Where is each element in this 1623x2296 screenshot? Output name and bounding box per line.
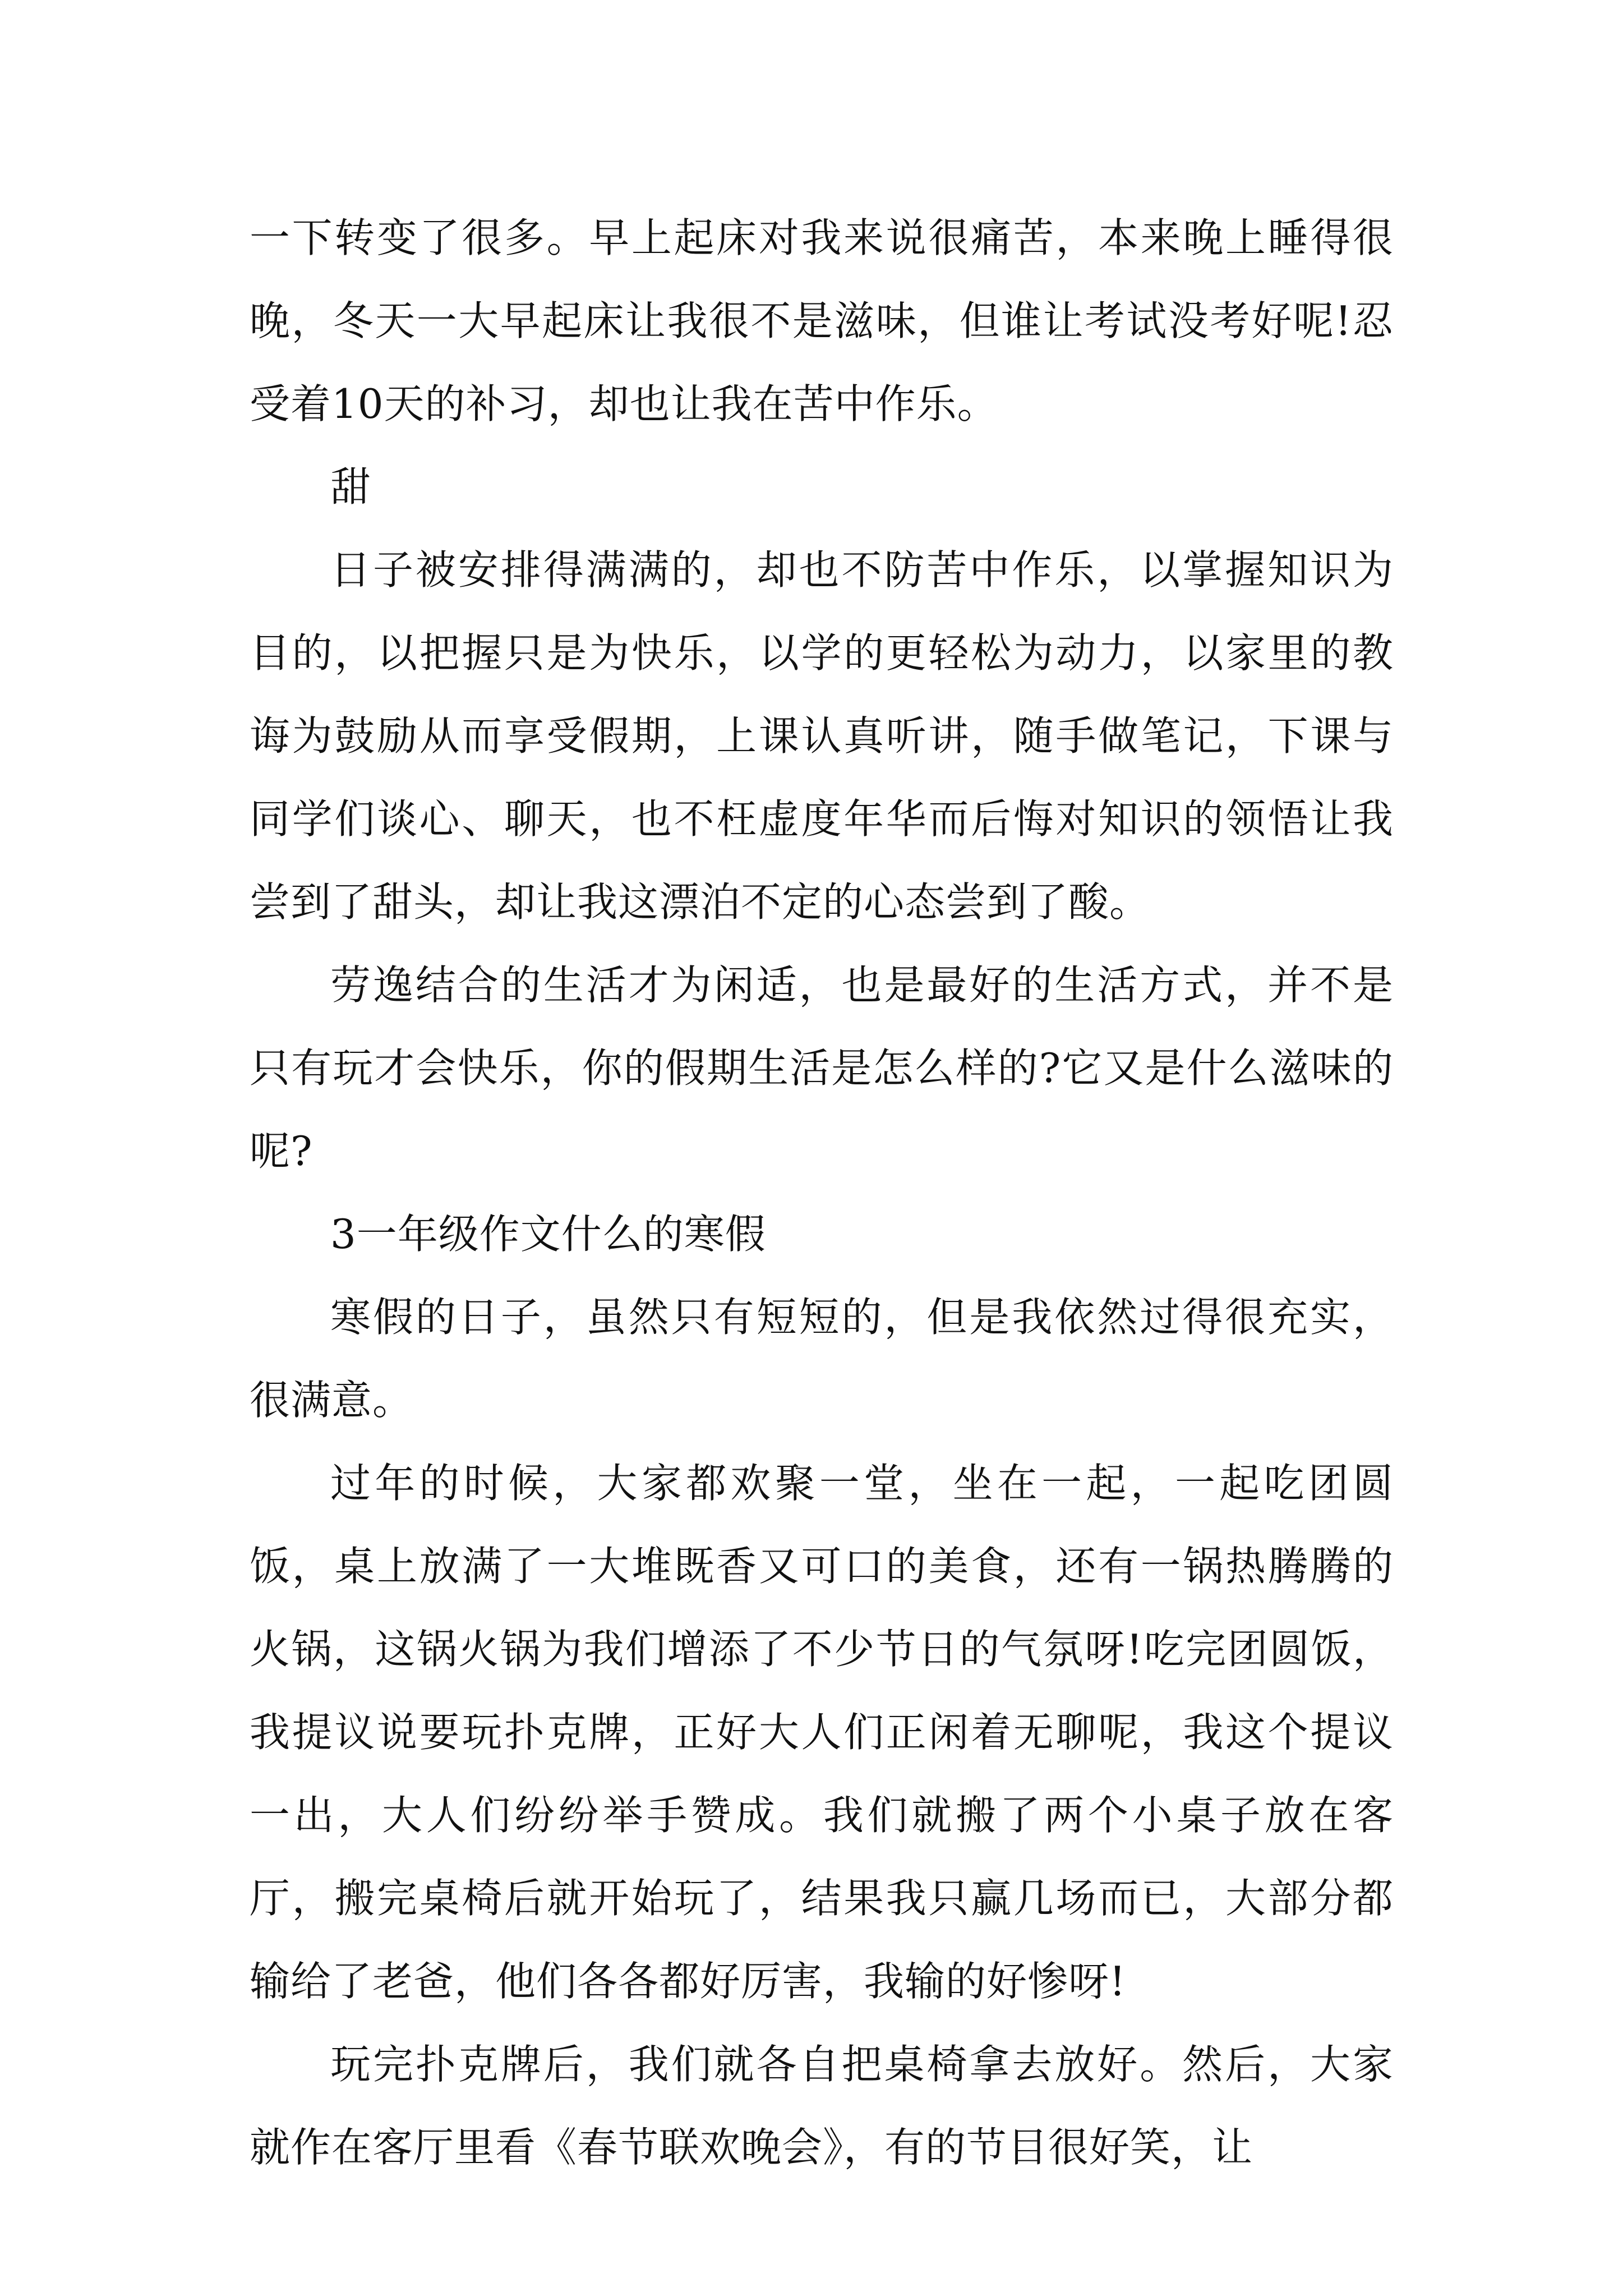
paragraph-continuation: 一下转变了很多。早上起床对我来说很痛苦，本来晚上睡得很晚，冬天一大早起床让我很不是滋味，但谁让考试没考好呢!忍受着10天的补习，却也让我在苦中作乐。 bbox=[250, 214, 1394, 427]
paragraph-spring-gala: 玩完扑克牌后，我们就各自把桌椅拿去放好。然后，大家就作在客厅里看《春节联欢晚会》，有的节目很好笑，让 bbox=[250, 2041, 1394, 2171]
paragraph-essay-intro: 寒假的日子，虽然只有短短的，但是我依然过得很充实，很满意。 bbox=[250, 1294, 1394, 1424]
section-heading-sweet: 甜 bbox=[330, 463, 372, 510]
paragraph-conclusion: 劳逸结合的生活才为闲适，也是最好的生活方式，并不是只有玩才会快乐，你的假期生活是怎么样的?它又是什么滋味的呢? bbox=[250, 961, 1394, 1175]
paragraph-sweet-body: 日子被安排得满满的，却也不防苦中作乐，以掌握知识为目的，以把握只是为快乐，以学的更轻松为动力，以家里的教诲为鼓励从而享受假期，上课认真听讲，随手做笔记，下课与同学们谈心、聊天，也不枉虚度年华而后悔对知识的领悟让我尝到了甜头，却让我这漂泊不定的心态尝到了酸。 bbox=[250, 546, 1394, 926]
essay-title: 3一年级作文什么的寒假 bbox=[330, 1211, 766, 1258]
document-body bbox=[250, 196, 1394, 2189]
paragraph-new-year-dinner: 过年的时候，大家都欢聚一堂，坐在一起，一起吃团圆饭，桌上放满了一大堆既香又可口的美食，还有一锅热腾腾的火锅，这锅火锅为我们增添了不少节日的气氛呀!吃完团圆饭，我提议说要玩扑克牌，正好大人们正闲着无聊呢，我这个提议一出，大人们纷纷举手赞成。我们就搬了两个小桌子放在客厅，搬完桌椅后就开始玩了，结果我只赢几场而已，大部分都输给了老爸，他们各各都好厉害，我输的好惨呀! bbox=[250, 1460, 1394, 2005]
